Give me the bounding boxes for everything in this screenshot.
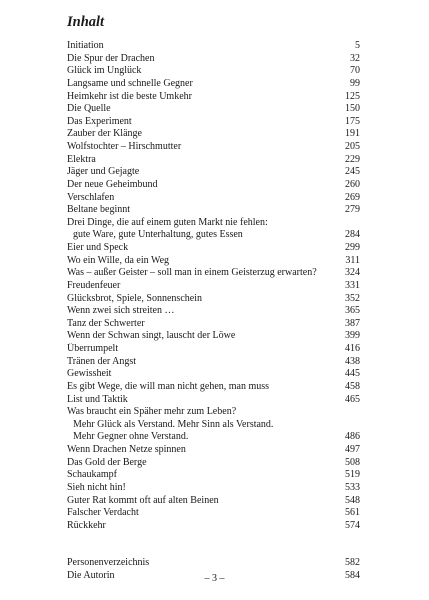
toc-entry-page-number: 445 — [345, 368, 360, 380]
toc-entry-title-line: Zauber der Klänge — [67, 128, 142, 140]
toc-entry-title — [67, 217, 336, 242]
toc-entry-title — [67, 116, 336, 129]
toc-entry-title-line: Langsame und schnelle Gegner — [67, 77, 193, 89]
toc-entry — [67, 469, 360, 482]
page-number-footer: – 3 – — [204, 573, 225, 584]
toc-entry-page-number: 191 — [345, 128, 360, 140]
toc-entry-title-line: Glücksbrot, Spiele, Sonnenschein — [67, 292, 202, 304]
toc-entry-title-line: Personenverzeichnis — [67, 557, 150, 569]
toc-entry-page-number: 533 — [345, 481, 360, 493]
toc-entry — [67, 394, 360, 407]
toc-entry-title-line: Schaukampf — [67, 469, 117, 481]
toc-entry-title — [67, 330, 336, 343]
toc-entry — [67, 368, 360, 381]
toc-entry-page-number: 508 — [345, 456, 360, 468]
toc-entry-title — [67, 53, 336, 66]
toc-entry-title — [67, 293, 336, 306]
toc-entry-title-line: Die Quelle — [67, 103, 111, 115]
toc-entry-page-number: 284 — [345, 229, 360, 241]
toc-entry-title-line: Überrumpelt — [67, 343, 119, 354]
toc-entry — [67, 406, 360, 444]
toc-entry-title-line: Sieh nicht hin! — [67, 481, 126, 493]
toc-entry-title-line: List und Taktik — [67, 393, 128, 405]
toc-entry-title-line: Freudenfeuer — [67, 279, 121, 291]
toc-entry-title — [67, 406, 336, 444]
toc-entry-title-line: Verschlafen — [67, 191, 115, 203]
toc-entry-page-number: 229 — [345, 153, 360, 165]
toc-entry — [67, 103, 360, 116]
toc-entry-title-line: Drei Dinge, die auf einem guten Markt nie fehlen: — [67, 216, 268, 228]
toc-entry-title-line: Was – außer Geister – soll man in einem Geisterzug erwarten? — [67, 267, 317, 279]
toc-entry-title-line: Eier und Speck — [67, 242, 129, 253]
toc-entry-page-number: 70 — [350, 65, 360, 77]
toc-entry — [67, 520, 360, 533]
toc-entry-page-number: 99 — [350, 77, 360, 89]
toc-entry-title-line: Die Autorin — [67, 570, 115, 581]
toc-entry-title — [67, 40, 336, 53]
toc-entry-title — [67, 482, 336, 495]
toc-entry-title — [67, 343, 336, 356]
toc-entry-title-line: Beltane beginnt — [67, 204, 131, 216]
toc-entry-title — [67, 305, 336, 318]
toc-entry — [67, 128, 360, 141]
table-of-contents — [67, 40, 360, 583]
toc-entry — [67, 444, 360, 457]
toc-entry-page-number: 497 — [345, 444, 360, 455]
toc-entry-page-number: 548 — [345, 494, 360, 506]
toc-entry-title-line: Wenn Drachen Netze spinnen — [67, 444, 186, 455]
toc-entry-page-number: 175 — [345, 115, 360, 127]
toc-entry-title — [67, 280, 336, 293]
toc-entry-page-number: 125 — [345, 90, 360, 102]
toc-entry-title — [67, 103, 336, 116]
toc-entry-page-number: 269 — [345, 191, 360, 203]
toc-entry — [67, 495, 360, 508]
toc-entry-page-number: 365 — [345, 305, 360, 317]
toc-entry-title — [67, 267, 336, 280]
toc-entry — [67, 267, 360, 280]
toc-entry-title — [67, 255, 336, 268]
toc-entry-title — [67, 356, 336, 369]
toc-entry — [67, 204, 360, 217]
toc-entry — [67, 192, 360, 205]
toc-entry-page-number: 205 — [345, 141, 360, 152]
toc-entry-title — [67, 507, 336, 520]
toc-entry-title-line: Tanz der Schwerter — [67, 317, 145, 329]
toc-entry-title — [67, 394, 336, 407]
toc-entry-title-line: Elektra — [67, 153, 96, 165]
toc-entry-title — [67, 242, 336, 255]
toc-entry-title-line: Jäger und Gejagte — [67, 166, 140, 178]
toc-entry-page-number: 561 — [345, 507, 360, 519]
toc-entry-page-number: 465 — [345, 393, 360, 405]
toc-entry-page-number: 387 — [345, 317, 360, 329]
toc-entry — [67, 141, 360, 154]
toc-entry-title — [67, 381, 336, 394]
toc-entry-page-number: 399 — [345, 330, 360, 342]
toc-entry-page-number: 582 — [345, 557, 360, 569]
toc-entry-page-number: 331 — [345, 279, 360, 291]
toc-entry — [67, 166, 360, 179]
toc-entry-title-line: Falscher Verdacht — [67, 507, 139, 519]
toc-entry-title-line: Das Experiment — [67, 115, 132, 127]
toc-entry-title — [67, 495, 336, 508]
toc-entry — [67, 65, 360, 78]
toc-entry-title-line: Initiation — [67, 40, 104, 51]
toc-entry — [67, 318, 360, 331]
toc-entry — [67, 457, 360, 470]
toc-entry-title — [67, 141, 336, 154]
toc-entry-title — [67, 204, 336, 217]
toc-entry-page-number: 311 — [345, 254, 360, 266]
toc-entry-title-line: Rückkehr — [67, 519, 106, 531]
toc-entry-title-line: Die Spur der Drachen — [67, 52, 155, 64]
toc-entry-page-number: 486 — [345, 431, 360, 443]
toc-entry — [67, 482, 360, 495]
toc-section-gap — [67, 532, 360, 557]
toc-entry-title-line: Wo ein Wille, da ein Weg — [67, 254, 170, 266]
toc-entry-title-line: Der neue Geheimbund — [67, 178, 158, 190]
toc-entry — [67, 242, 360, 255]
toc-entry-title — [67, 128, 336, 141]
toc-entry-page-number: 352 — [345, 292, 360, 304]
toc-entry-page-number: 438 — [345, 355, 360, 367]
toc-entry — [67, 40, 360, 53]
toc-entry — [67, 293, 360, 306]
toc-entry-title — [67, 368, 336, 381]
toc-entry — [67, 78, 360, 91]
toc-entry-title — [67, 469, 336, 482]
toc-entry-page-number: 299 — [345, 242, 360, 253]
toc-entry-page-number: 458 — [345, 380, 360, 392]
toc-entry-page-number: 584 — [345, 570, 360, 581]
toc-entry-title — [67, 78, 336, 91]
toc-appendix-entry — [67, 557, 360, 570]
toc-entry — [67, 179, 360, 192]
toc-entry-page-number: 324 — [345, 267, 360, 279]
toc-entry — [67, 91, 360, 104]
toc-entry — [67, 217, 360, 242]
toc-entry-title-line: Mehr Glück als Verstand. Mehr Sinn als Verstand. — [73, 418, 274, 430]
toc-entry-page-number: 32 — [350, 52, 360, 64]
toc-entry-title-line: Glück im Unglück — [67, 65, 142, 77]
toc-entry-page-number: 260 — [345, 178, 360, 190]
toc-entry-title — [67, 65, 336, 78]
toc-entry-title-line: Guter Rat kommt oft auf alten Beinen — [67, 494, 219, 506]
toc-entry-title — [67, 179, 336, 192]
toc-entry-title-line: Wolfstochter – Hirschmutter — [67, 141, 182, 152]
toc-entry-title-line: gute Ware, gute Unterhaltung, gutes Essen — [73, 229, 243, 241]
toc-entry-title-line: Es gibt Wege, die will man nicht gehen, man muss — [67, 380, 270, 392]
toc-entry-page-number: 519 — [345, 469, 360, 481]
toc-entry-title — [67, 318, 336, 331]
toc-entry-title-line: Wenn zwei sich streiten … — [67, 305, 175, 317]
toc-entry-title-line: Wenn der Schwan singt, lauscht der Löwe — [67, 330, 236, 342]
toc-entry-title — [67, 192, 336, 205]
toc-entry — [67, 280, 360, 293]
toc-entry — [67, 343, 360, 356]
toc-entry-page-number: 416 — [345, 343, 360, 354]
toc-entry-title-line: Mehr Gegner ohne Verstand. — [73, 431, 189, 443]
toc-entry — [67, 305, 360, 318]
toc-entry — [67, 330, 360, 343]
toc-entry-title-line: Tränen der Angst — [67, 355, 137, 367]
toc-entry-title — [67, 154, 336, 167]
toc-entry-page-number: 150 — [345, 103, 360, 115]
toc-entry — [67, 116, 360, 129]
toc-entry — [67, 255, 360, 268]
toc-entry-page-number: 279 — [345, 204, 360, 216]
toc-entry-title-line: Das Gold der Berge — [67, 456, 147, 468]
toc-entry — [67, 356, 360, 369]
toc-entry-title — [67, 457, 336, 470]
toc-entry-title — [67, 557, 336, 570]
toc-entry-title — [67, 91, 336, 104]
toc-entry-page-number: 245 — [345, 166, 360, 178]
toc-entry — [67, 381, 360, 394]
toc-entry-title-line: Heimkehr ist die beste Umkehr — [67, 90, 192, 102]
toc-entry-title — [67, 520, 336, 533]
page-title: Inhalt — [67, 14, 105, 30]
toc-entry-title-line: Gewissheit — [67, 368, 112, 380]
toc-entry — [67, 53, 360, 66]
toc-entry-title — [67, 444, 336, 457]
toc-chapter-list — [67, 40, 360, 532]
toc-entry-page-number: 574 — [345, 519, 360, 531]
toc-entry-title-line: Was braucht ein Späher mehr zum Leben? — [67, 406, 237, 418]
toc-entry-title — [67, 166, 336, 179]
toc-entry — [67, 154, 360, 167]
toc-entry-page-number: 5 — [355, 40, 360, 51]
toc-entry — [67, 507, 360, 520]
